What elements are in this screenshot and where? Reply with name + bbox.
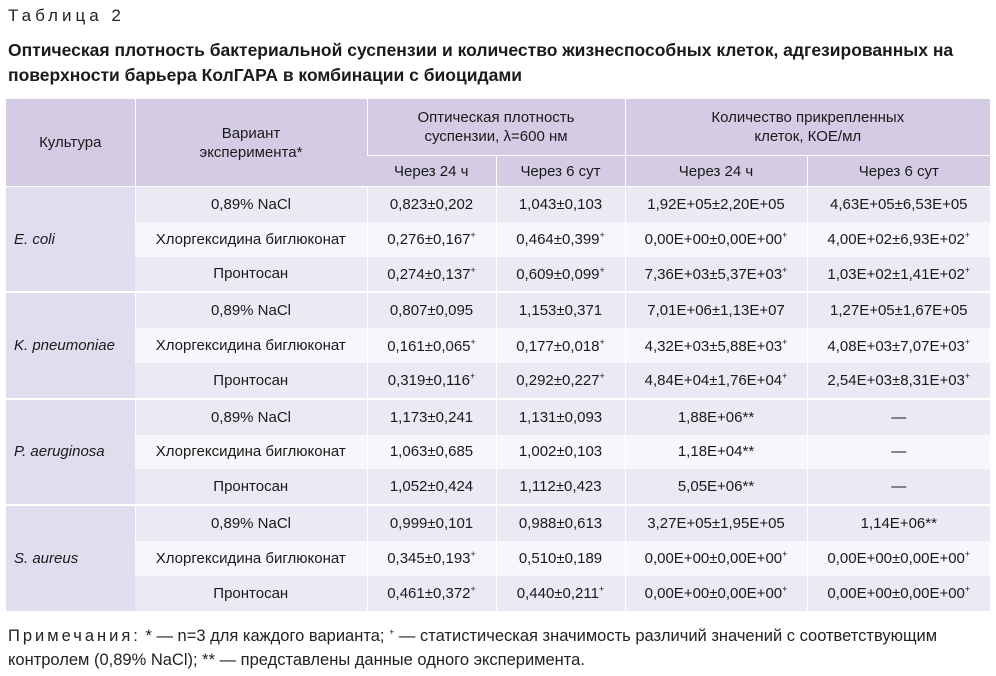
table-row (6, 187, 990, 222)
variant-cell: 0,89% NaCl (135, 505, 367, 541)
value-text: 0,464±0,399 (516, 231, 600, 249)
significance-mark: + (598, 584, 605, 595)
significance-mark: + (782, 230, 788, 241)
significance-mark: + (782, 549, 788, 560)
value-cell-cc24 (625, 187, 807, 222)
value-cell-od6 (496, 187, 625, 222)
table-row (6, 222, 990, 257)
variant-cell: Хлоргексидина биглюконат (135, 541, 367, 576)
significance-mark: + (964, 336, 971, 347)
variant-cell: Пронтосан (135, 469, 367, 505)
value-text: 1,002±0,103 (518, 443, 603, 461)
value-text: 1,92E+05±2,20E+05 (647, 195, 785, 213)
value-cell-cc24 (625, 399, 807, 435)
value-cell-cc6 (807, 399, 990, 435)
value-cell-cc6 (807, 222, 990, 257)
table-row (6, 292, 990, 328)
value-text: 1,03E+02±1,41E+02 (827, 265, 965, 283)
significance-mark: + (782, 336, 788, 347)
value-text: 0,999±0,101 (389, 515, 474, 533)
value-cell-od24 (367, 187, 496, 222)
table-row (6, 363, 990, 399)
value-cell-cc24 (625, 292, 807, 328)
value-text: 0,345±0,193 (387, 550, 471, 568)
value-text: 5,05E+06** (677, 478, 755, 496)
value-text: 1,052±0,424 (389, 478, 474, 496)
value-cell-od6 (496, 399, 625, 435)
value-text: 1,27E+05±1,67E+05 (830, 302, 968, 320)
value-text: 7,36E+03±5,37E+03 (644, 265, 783, 283)
value-text: 0,319±0,116 (387, 372, 470, 390)
value-text: 0,292±0,227 (516, 372, 600, 390)
variant-cell: 0,89% NaCl (135, 399, 367, 435)
significance-mark: + (469, 371, 476, 382)
culture-cell: E. coli (6, 187, 135, 293)
value-text: 4,00E+02±6,93E+02 (827, 231, 965, 249)
value-cell-cc6 (807, 576, 990, 611)
significance-mark: + (782, 264, 788, 275)
significance-mark: + (782, 584, 788, 595)
significance-mark: + (782, 371, 788, 382)
value-text: 0,510±0,189 (518, 549, 603, 567)
header-od-6d: Через 6 сут (496, 156, 625, 187)
value-cell-cc6 (807, 328, 990, 363)
header-cell-count: Количество прикрепленных клеток, КОЕ/мл (625, 99, 990, 156)
significance-mark: + (599, 264, 605, 275)
table-row (6, 399, 990, 435)
value-cell-od24 (367, 541, 496, 576)
value-cell-cc24 (625, 576, 807, 611)
value-text: 0,00E+00±0,00E+00 (644, 585, 783, 603)
value-text: — (891, 408, 907, 426)
value-cell-cc24 (625, 505, 807, 541)
value-cell-cc24 (625, 363, 807, 399)
header-cc-24h: Через 24 ч (625, 156, 807, 187)
significance-mark: + (470, 264, 476, 275)
value-cell-cc24 (625, 435, 807, 470)
value-text: 0,177±0,018 (516, 337, 600, 355)
value-cell-cc24 (625, 541, 807, 576)
value-cell-od6 (496, 363, 625, 399)
variant-cell: 0,89% NaCl (135, 187, 367, 222)
table-row (6, 469, 990, 505)
value-text: 0,440±0,211 (516, 585, 599, 603)
variant-cell: 0,89% NaCl (135, 292, 367, 328)
value-cell-cc6 (807, 541, 990, 576)
table-row (6, 257, 990, 293)
value-text: 0,988±0,613 (518, 515, 603, 533)
table-note (8, 620, 990, 672)
value-cell-od6 (496, 576, 625, 611)
table-row (6, 505, 990, 541)
variant-cell: Пронтосан (135, 576, 367, 611)
variant-cell: Пронтосан (135, 363, 367, 399)
value-cell-cc24 (625, 328, 807, 363)
value-cell-od24 (367, 576, 496, 611)
value-cell-od6 (496, 328, 625, 363)
value-text: 1,131±0,093 (518, 408, 603, 426)
value-cell-cc6 (807, 257, 990, 293)
significance-mark: + (964, 264, 971, 275)
value-cell-od6 (496, 435, 625, 470)
value-text: 1,18E+04** (677, 443, 755, 461)
variant-cell: Пронтосан (135, 257, 367, 293)
culture-cell: S. aureus (6, 505, 135, 610)
table-body (6, 187, 990, 611)
value-cell-cc6 (807, 435, 990, 470)
value-cell-od6 (496, 505, 625, 541)
value-text: 1,153±0,371 (518, 302, 603, 320)
significance-mark: + (470, 584, 476, 595)
table-row (6, 435, 990, 470)
value-text: 0,276±0,167 (387, 231, 471, 249)
significance-mark: + (470, 336, 476, 347)
value-cell-od24 (367, 328, 496, 363)
value-text: 0,00E+00±0,00E+00 (827, 550, 965, 568)
header-variant: Вариант эксперимента* (135, 99, 367, 187)
value-text: 4,08E+03±7,07E+03 (827, 337, 965, 355)
value-text: 0,807±0,095 (389, 302, 474, 320)
value-cell-od6 (496, 292, 625, 328)
value-text: 1,14E+06** (860, 515, 937, 533)
value-text: 7,01E+06±1,13E+07 (647, 302, 785, 320)
table-title: Оптическая плотность бактериальной суспензии и количество жизнеспособных клеток, адгезированных на поверхности барьера КолГАРА в комбинации с биоцидами (8, 40, 954, 85)
value-text: 1,88E+06** (677, 408, 755, 426)
value-cell-od24 (367, 435, 496, 470)
value-text: 1,043±0,103 (518, 195, 603, 213)
culture-cell: K. pneumoniae (6, 292, 135, 398)
table-row (6, 576, 990, 611)
significance-mark: + (964, 584, 971, 595)
header-culture: Культура (6, 99, 135, 187)
variant-cell: Хлоргексидина биглюконат (135, 435, 367, 470)
value-text: 0,00E+00±0,00E+00 (827, 585, 965, 603)
value-cell-od6 (496, 469, 625, 505)
value-text: 4,84E+04±1,76E+04 (644, 372, 783, 390)
value-text: 1,063±0,685 (389, 443, 474, 461)
significance-mark: + (470, 549, 476, 560)
value-text: — (891, 478, 907, 496)
note-text-1: * — n=3 для каждого варианта; (140, 627, 390, 645)
header-optical-density: Оптическая плотность суспензии, λ=600 нм (367, 99, 625, 156)
significance-mark: + (599, 371, 605, 382)
data-table (6, 99, 990, 611)
header-od-24h: Через 24 ч (367, 156, 496, 187)
table-header (6, 99, 990, 187)
value-text: 4,32E+03±5,88E+03 (644, 337, 783, 355)
variant-cell: Хлоргексидина биглюконат (135, 222, 367, 257)
significance-mark: + (599, 336, 605, 347)
value-cell-od24 (367, 399, 496, 435)
note-label: Примечания: (8, 627, 141, 645)
significance-mark: + (964, 371, 971, 382)
value-text: 0,823±0,202 (389, 195, 474, 213)
value-cell-cc6 (807, 363, 990, 399)
value-text: 0,00E+00±0,00E+00 (644, 550, 783, 568)
table-caption: Таблица 2 (8, 6, 125, 25)
value-cell-cc24 (625, 257, 807, 293)
value-cell-od24 (367, 363, 496, 399)
value-text: 4,63E+05±6,53E+05 (830, 195, 968, 213)
value-cell-cc24 (625, 222, 807, 257)
value-text: 0,161±0,065 (387, 337, 471, 355)
header-cc-6d: Через 6 сут (807, 156, 990, 187)
value-cell-od24 (367, 222, 496, 257)
note-text-2: — статистическая значимость различий значений с соответствующим контролем (0,89% NaCl); ** — представлены данные одного эксперимента. (8, 627, 938, 669)
value-cell-cc6 (807, 505, 990, 541)
value-cell-cc24 (625, 469, 807, 505)
value-text: 2,54E+03±8,31E+03 (827, 372, 965, 390)
value-text: 0,461±0,372 (387, 585, 471, 603)
variant-cell: Хлоргексидина биглюконат (135, 328, 367, 363)
value-cell-od6 (496, 222, 625, 257)
culture-cell: P. aeruginosa (6, 399, 135, 505)
value-text: 0,00E+00±0,00E+00 (644, 231, 783, 249)
value-cell-od24 (367, 292, 496, 328)
value-text: 1,112±0,423 (519, 478, 602, 496)
table-row (6, 328, 990, 363)
value-cell-od24 (367, 469, 496, 505)
note-sup: + (389, 627, 395, 637)
significance-mark: + (599, 230, 605, 241)
value-text: 1,173±0,241 (389, 408, 474, 426)
value-cell-od24 (367, 257, 496, 293)
value-cell-cc6 (807, 469, 990, 505)
value-text: — (891, 443, 907, 461)
value-cell-od6 (496, 541, 625, 576)
table-row (6, 541, 990, 576)
significance-mark: + (964, 549, 971, 560)
value-text: 0,609±0,099 (516, 265, 600, 283)
significance-mark: + (470, 230, 476, 241)
value-text: 3,27E+05±1,95E+05 (647, 515, 785, 533)
value-cell-cc6 (807, 187, 990, 222)
value-cell-cc6 (807, 292, 990, 328)
value-cell-od24 (367, 505, 496, 541)
value-text: 0,274±0,137 (387, 265, 471, 283)
significance-mark: + (964, 230, 971, 241)
value-cell-od6 (496, 257, 625, 293)
